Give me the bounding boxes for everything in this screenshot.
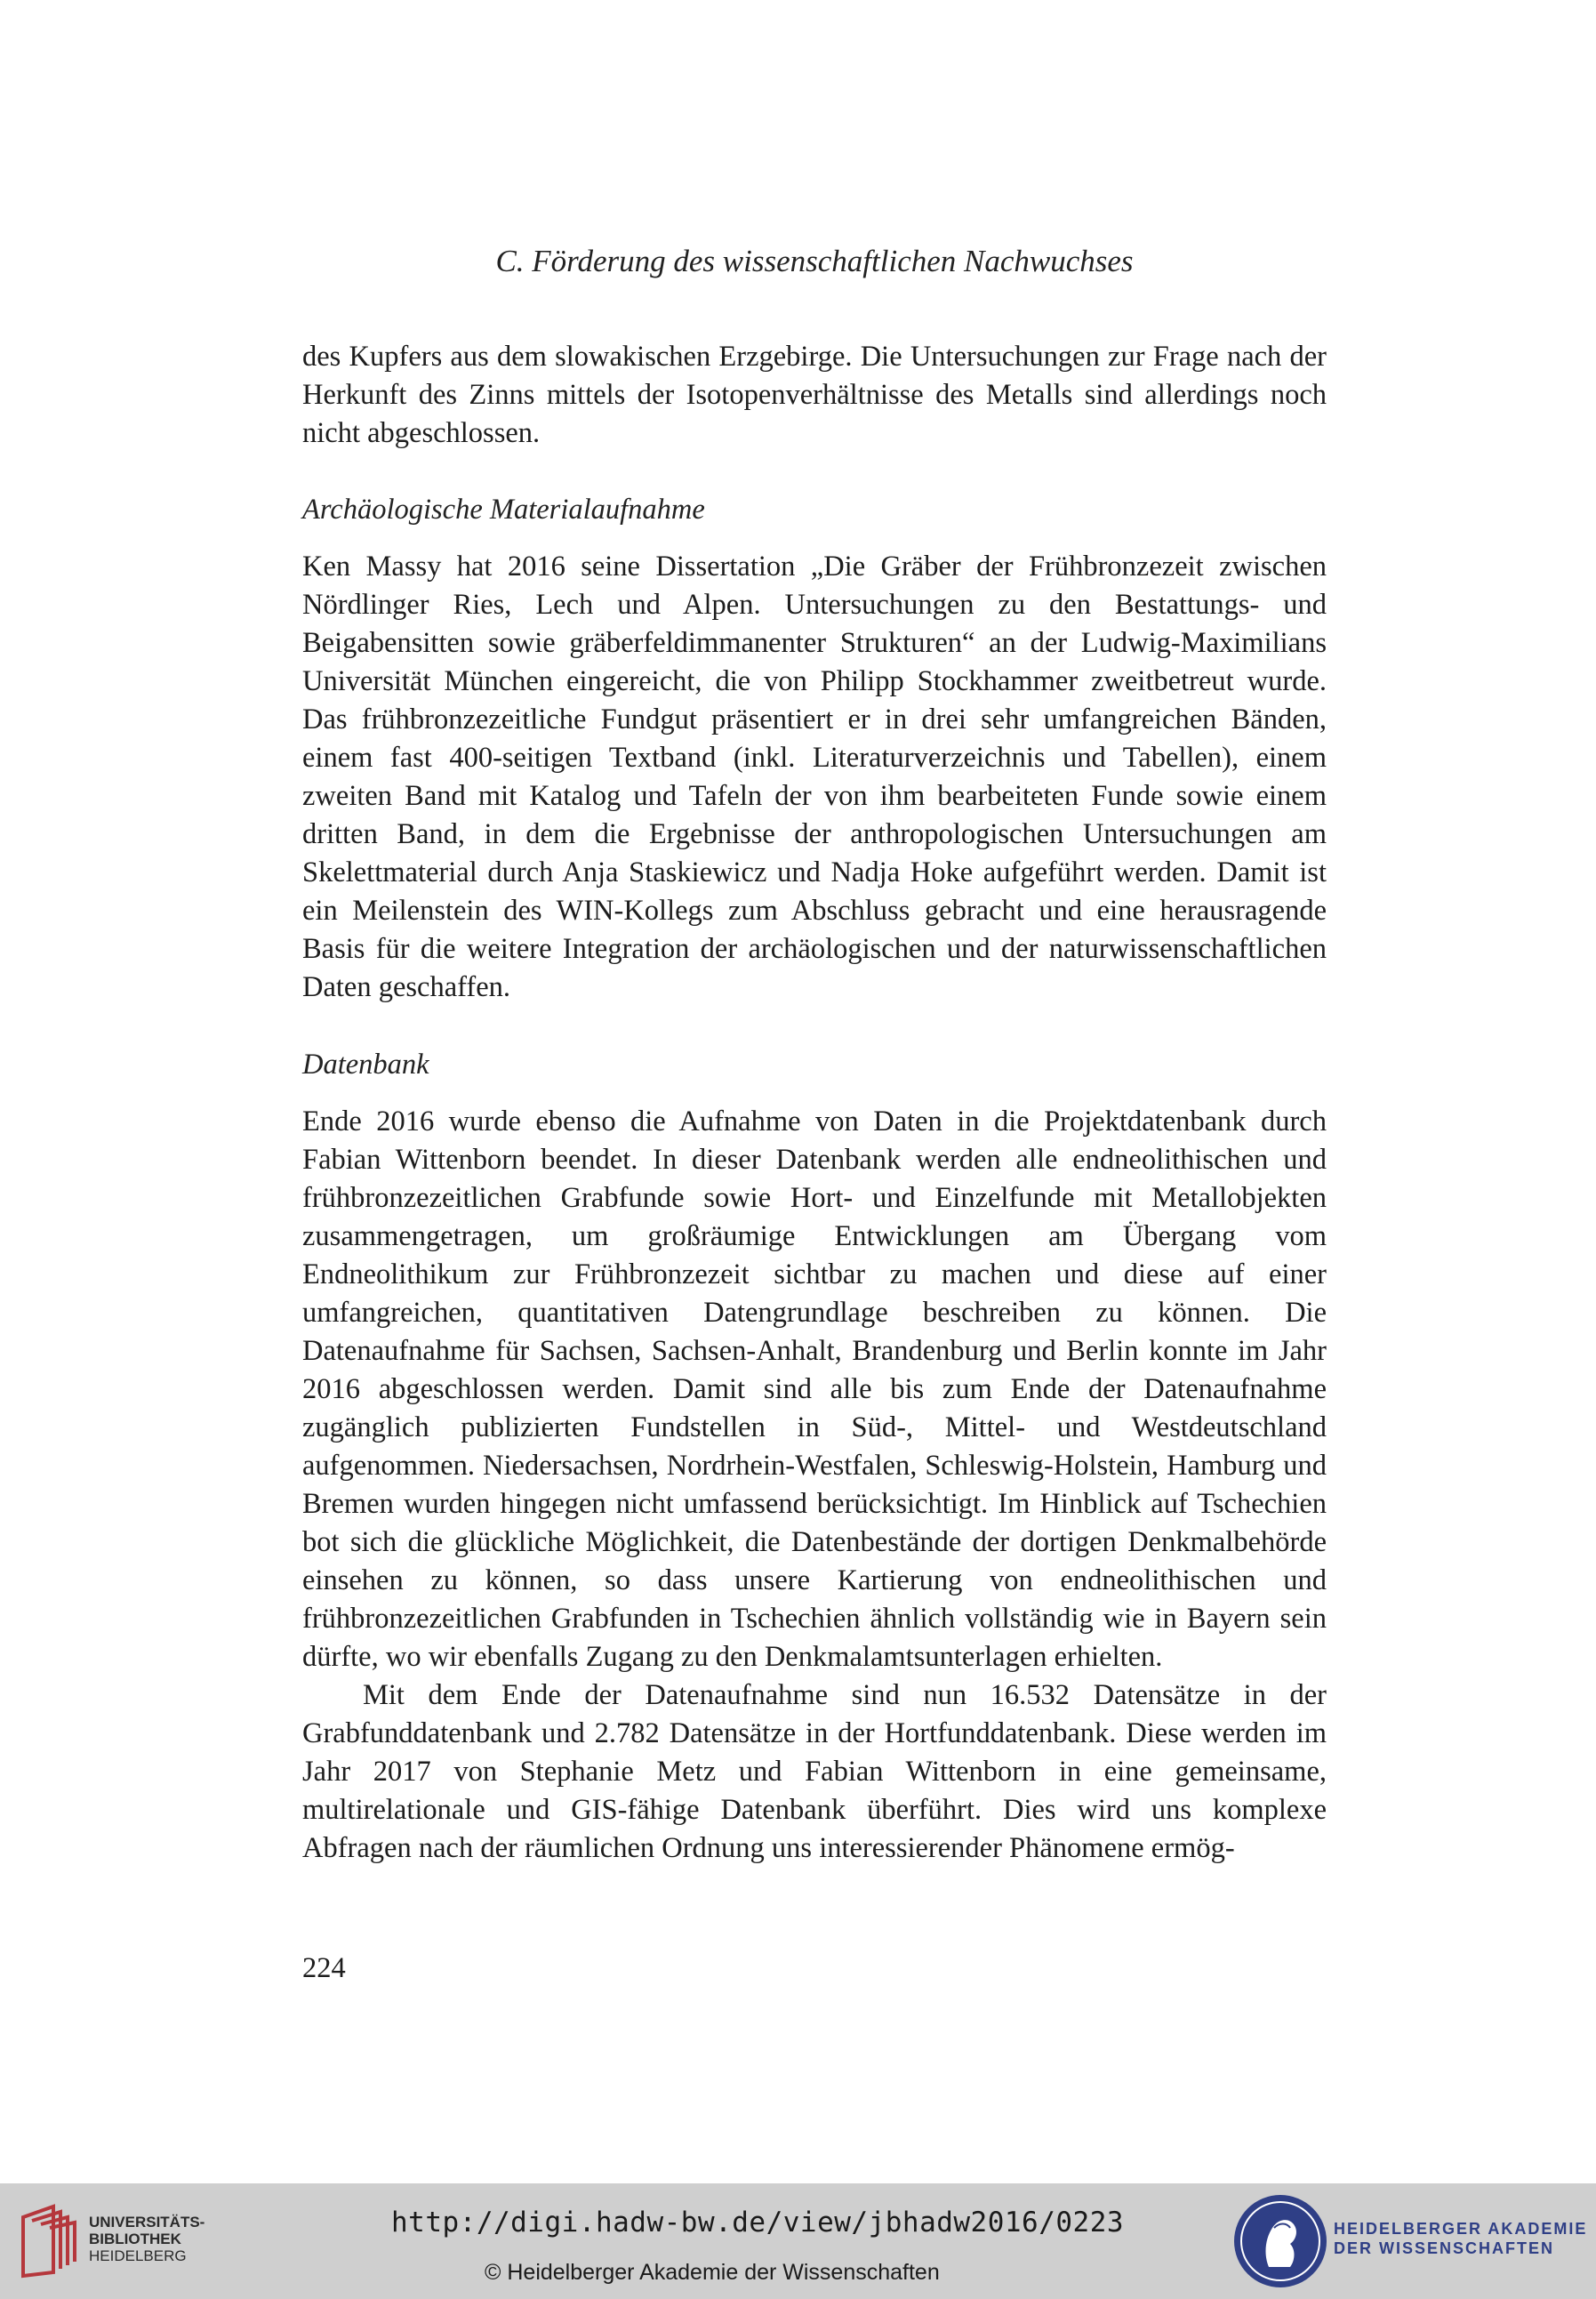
library-name-line2: BIBLIOTHEK — [89, 2231, 181, 2247]
academy-name — [1334, 2219, 1587, 2258]
datenbank-paragraph-2: Mit dem Ende der Datenaufnahme sind nun 16.532 Datensätze in der Grabfunddatenbank und 2.782 Datensätze in der Hortfunddatenbank. Diese werden im Jahr 2017 von Stephanie Metz und Fabian Wittenborn in eine gemeinsame, multirelationale und GIS-fähige Datenbank überführt. Dies wird uns komplexe Abfragen nach der räumlichen Ordnung uns interessierender Phänomene ermög- — [302, 1679, 1327, 1864]
footer-bar — [0, 2183, 1596, 2299]
intro-paragraph-block — [302, 338, 1327, 453]
academy-seal-icon[interactable] — [1231, 2192, 1329, 2290]
academy-name-line2: DER WISSENSCHAFTEN — [1334, 2239, 1555, 2257]
library-name-line1: UNIVERSITÄTS- — [89, 2214, 205, 2231]
library-name-line3: HEIDELBERG — [89, 2247, 187, 2264]
section-heading-datenbank: Datenbank — [302, 1049, 429, 1081]
datenbank-paragraph-1: Ende 2016 wurde ebenso die Aufnahme von Daten in die Projektdatenbank durch Fabian Wittenborn beendet. In dieser Datenbank werden alle endneolithischen und frühbronzezeitlichen Grabfunde sowie Hort- und Einzelfunde mit Metallobjekten zusammengetragen, um großräumige Entwicklungen am Übergang vom Endneolithikum zur Frühbronzezeit sichtbar zu machen und diese auf einer umfangreichen, quantitativen Datengrundlage beschreiben zu können. Die Datenaufnahme für Sachsen, Sachsen-Anhalt, Brandenburg und Berlin konnte im Jahr 2016 abgeschlossen werden. Damit sind alle bis zum Ende der Datenaufnahme zugänglich publizierten Fundstellen in Süd-, Mittel- und Westdeutschland aufgenommen. Niedersachsen, Nordrhein-Westfalen, Schleswig-Holstein, Hamburg und Bremen wurden hingegen nicht umfassend berücksichtigt. Im Hinblick auf Tschechien bot sich die glückliche Möglichkeit, die Datenbestände der dortigen Denkmalbehörde einsehen zu können, so dass unsere Kartierung von endneolithischen und frühbronzezeitlichen Grabfunden in Tschechien ähnlich vollständig wie in Bayern sein dürfte, wo wir ebenfalls Zugang zu den Denkmalamtsunterlagen erhielten. — [302, 1105, 1327, 1673]
datenbank-paragraph-block — [302, 1103, 1327, 1868]
copyright-notice: © Heidelberger Akademie der Wissenschaften — [485, 2260, 940, 2285]
material-paragraph: Ken Massy hat 2016 seine Dissertation „Die Gräber der Frühbronzezeit zwischen Nördlinger Ries, Lech und Alpen. Untersuchungen zu den Bestattungs- und Beigabensitten sowie gräberfeldimmanenter Strukturen“ an der Ludwig-Maximilians Universität München eingereicht, die von Philipp Stockhammer zweitbetreut wurde. Das frühbronzezeitliche Fundgut präsentiert er in drei sehr umfangreichen Bänden, einem fast 400-seitigen Textband (inkl. Literaturverzeichnis und Tabellen), einem zweiten Band mit Katalog und Tafeln der von ihm bearbeiteten Funde sowie einem dritten Band, in dem die Ergebnisse der anthropologischen Untersuchungen am Skelettmaterial durch Anja Staskiewicz und Nadja Hoke aufgeführt werden. Damit ist ein Meilenstein des WIN-Kollegs zum Abschluss gebracht und eine herausragende Basis für die weitere Integration der archäologischen und der naturwissenschaftlichen Daten geschaffen. — [302, 551, 1327, 1003]
university-library-logo-icon[interactable] — [18, 2199, 82, 2279]
material-paragraph-block — [302, 548, 1327, 1007]
intro-paragraph: des Kupfers aus dem slowakischen Erzgebirge. Die Untersuchungen zur Frage nach der Herkunft des Zinns mittels der Isotopenverhältnisse des Metalls sind allerdings noch nicht abgeschlossen. — [302, 341, 1327, 449]
section-heading-material: Archäologische Materialaufnahme — [302, 494, 705, 526]
running-header: C. Förderung des wissenschaftlichen Nachwuchses — [495, 244, 1134, 278]
page-number: 224 — [302, 1952, 346, 1984]
academy-name-line1: HEIDELBERGER AKADEMIE — [1334, 2220, 1588, 2238]
source-url-link[interactable]: http://digi.hadw-bw.de/view/jbhadw2016/0223 — [391, 2207, 1125, 2239]
library-name — [89, 2214, 205, 2264]
